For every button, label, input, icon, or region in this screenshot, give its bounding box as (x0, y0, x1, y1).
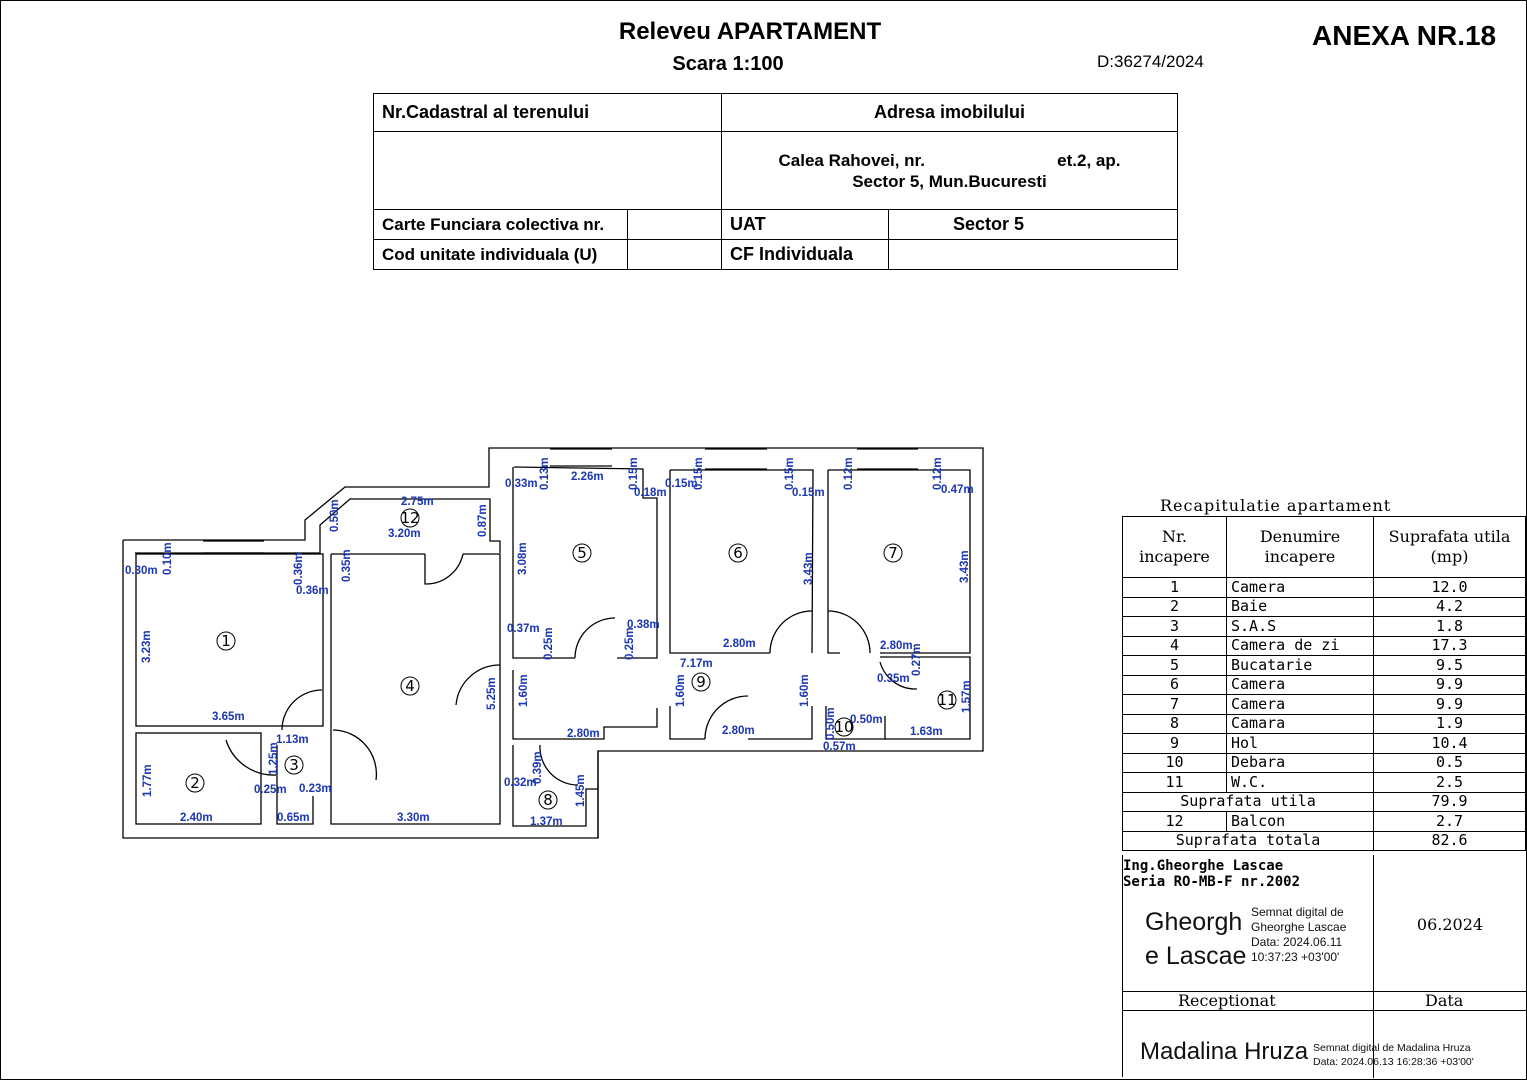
dimension-label: 2.75m (401, 496, 434, 508)
engineer-signature-line-2: e Lascae (1145, 942, 1247, 970)
survey-date: 06.2024 (1416, 915, 1484, 934)
dimension-label: 1.63m (910, 726, 943, 738)
recap-cell-area: 1.9 (1374, 714, 1526, 734)
document-number: D:36274/2024 (1097, 52, 1204, 71)
engineer-series: Seria RO-MB-F nr.2002 (1123, 874, 1301, 890)
dimension-label: 3.30m (397, 812, 430, 824)
dimension-label: 3.65m (212, 711, 245, 723)
recap-cell-nr: 1 (1123, 578, 1227, 598)
recap-cell-name: Camera (1227, 675, 1374, 695)
dimension-label: 1.45m (575, 774, 587, 807)
cf-individual-label: CF Individuala (722, 240, 889, 270)
dimension-label: 0.15m (784, 457, 796, 490)
recap-cell-area: 0.5 (1374, 753, 1526, 773)
dimension-label: 3.08m (517, 542, 529, 575)
scale-label: Scara 1:100 (672, 53, 784, 75)
recap-row (1123, 753, 1526, 773)
dimension-label: 0.25m (254, 784, 287, 796)
dimension-label: 0.13m (539, 457, 551, 490)
uat-value: Sector 5 (889, 210, 1178, 240)
room-number: 9 (696, 673, 706, 691)
recap-cell-name: Camera de zi (1227, 636, 1374, 656)
dimension-label: 0.10m (162, 542, 174, 575)
receiver-digital-stamp (1313, 1041, 1474, 1069)
recap-cell-name: W.C. (1227, 773, 1374, 793)
engineer-digital-line-3: Data: 2024.06.11 (1251, 935, 1343, 949)
dimension-label: 0.47m (941, 484, 974, 496)
recap-cell-name: Camara (1227, 714, 1374, 734)
recap-cell-nr: 11 (1123, 773, 1227, 793)
room-number: 6 (733, 544, 743, 562)
dimension-label: 5.25m (486, 677, 498, 710)
dimension-label: 0.15m (665, 478, 698, 490)
recap-cell-nr: 4 (1123, 636, 1227, 656)
annex-label: ANEXA NR.18 (1312, 20, 1497, 51)
recap-cell-area: 9.9 (1374, 695, 1526, 715)
dimension-label: 3.43m (803, 552, 815, 585)
recap-table (1122, 516, 1526, 851)
dimension-label: 0.36m (296, 585, 329, 597)
dimension-label: 2.80m (723, 638, 756, 650)
recap-cell-name: Camera (1227, 578, 1374, 598)
balcony-nr: 12 (1123, 812, 1227, 832)
recap-cell-nr: 8 (1123, 714, 1227, 734)
recap-rows (1123, 578, 1526, 793)
dimension-label: 0.25m (624, 627, 636, 660)
recap-row (1123, 597, 1526, 617)
recap-cell-area: 9.5 (1374, 656, 1526, 676)
total-area-label: Suprafata totala (1123, 831, 1374, 851)
recap-cell-area: 10.4 (1374, 734, 1526, 754)
recap-cell-name: Debara (1227, 753, 1374, 773)
recap-title: Recapitulatie apartament (1160, 496, 1392, 515)
dimension-label: 0.30m (125, 565, 158, 577)
col-nr-header: Nr. incapere (1123, 517, 1227, 578)
dimension-label: 0.27m (911, 643, 923, 676)
dimension-label: 0.25m (543, 627, 555, 660)
dimension-label: 0.35m (341, 549, 353, 582)
dimension-label: 0.50m (850, 714, 883, 726)
useful-area-value: 79.9 (1374, 792, 1526, 812)
room-number: 10 (834, 718, 854, 736)
dimension-label: 0.12m (932, 457, 944, 490)
recap-cell-area: 1.8 (1374, 617, 1526, 637)
col-name-header: Denumire incapere (1227, 517, 1374, 578)
dimension-label: 3.43m (959, 550, 971, 583)
dimension-label: 0.12m (843, 457, 855, 490)
recap-cell-area: 9.9 (1374, 675, 1526, 695)
recap-cell-name: Hol (1227, 734, 1374, 754)
dimension-label: 1.13m (276, 734, 309, 746)
room-number: 3 (289, 756, 299, 774)
room-number: 8 (543, 791, 553, 809)
recap-cell-name: Baie (1227, 597, 1374, 617)
recap-cell-area: 2.5 (1374, 773, 1526, 793)
balcony-area: 2.7 (1374, 812, 1526, 832)
dimension-label: 0.37m (507, 623, 540, 635)
engineer-signature-line-1: Gheorgh (1145, 908, 1243, 936)
engineer-digital-stamp (1251, 905, 1346, 965)
address-line-2: Sector 5, Mun.Bucuresti (852, 171, 1047, 191)
total-area-value: 82.6 (1374, 831, 1526, 851)
dimension-label: 2.40m (180, 812, 213, 824)
recap-row (1123, 773, 1526, 793)
receiver-digital-line-1: Semnat digital de Madalina Hruza (1313, 1042, 1471, 1054)
dimension-label: 1.60m (799, 674, 811, 707)
dimension-label: 0.18m (634, 487, 667, 499)
recap-cell-nr: 3 (1123, 617, 1227, 637)
recap-row (1123, 695, 1526, 715)
recap-row (1123, 734, 1526, 754)
dimension-label: 7.17m (680, 658, 713, 670)
recap-row (1123, 636, 1526, 656)
unit-code-label: Cod unitate individuala (U) (374, 240, 722, 270)
dimension-label: 0.23m (299, 783, 332, 795)
engineer-credentials (1123, 858, 1300, 890)
dimension-label: 0.87m (477, 504, 489, 537)
receiver-signature: Madalina Hruza (1140, 1038, 1309, 1065)
address-label: Adresa imobilului (722, 94, 1178, 132)
dimension-label: 3.20m (388, 528, 421, 540)
dimension-label: 2.80m (722, 725, 755, 737)
dimension-label: 0.32m (504, 777, 537, 789)
dimension-label: 0.15m (693, 457, 705, 490)
dimension-label: 0.38m (627, 619, 660, 631)
recap-cell-nr: 7 (1123, 695, 1227, 715)
engineer-digital-line-4: 10:37:23 +03'00' (1251, 950, 1340, 964)
page-title: Releveu APARTAMENT (618, 18, 882, 45)
dimension-label: 0.50m (825, 707, 837, 740)
dimension-label: 1.77m (142, 764, 154, 797)
room-number: 1 (221, 632, 231, 650)
recap-cell-name: Bucatarie (1227, 656, 1374, 676)
dimension-label: 0.15m (628, 457, 640, 490)
col-area-header: Suprafata utila (mp) (1374, 517, 1526, 578)
dimension-label: 0.65m (277, 812, 310, 824)
recap-cell-nr: 5 (1123, 656, 1227, 676)
room-number: 5 (577, 544, 587, 562)
dimension-label: 0.35m (877, 673, 910, 685)
dimension-label: 1.25m (268, 742, 280, 775)
recap-cell-area: 17.3 (1374, 636, 1526, 656)
recap-row (1123, 675, 1526, 695)
recap-row (1123, 714, 1526, 734)
balcony-name: Balcon (1227, 812, 1374, 832)
dimension-label: 1.60m (518, 674, 530, 707)
recap-cell-nr: 10 (1123, 753, 1227, 773)
room-number: 2 (190, 774, 200, 792)
dimension-label: 2.80m (880, 640, 913, 652)
cadastral-label: Nr.Cadastral al terenului (374, 94, 722, 132)
dimension-label: 0.50m (329, 499, 341, 532)
recap-cell-name: S.A.S (1227, 617, 1374, 637)
received-label: Receptionat (1178, 991, 1276, 1010)
recap-row (1123, 578, 1526, 598)
recap-cell-name: Camera (1227, 695, 1374, 715)
recap-cell-area: 12.0 (1374, 578, 1526, 598)
address-line-1: Calea Rahovei, nr. et.2, ap. (778, 150, 1121, 170)
dimension-label: 0.33m (505, 478, 538, 490)
cf-collective-label: Carte Funciara colectiva nr. (374, 210, 722, 240)
room-number: 11 (937, 691, 957, 709)
recap-cell-nr: 9 (1123, 734, 1227, 754)
room-number: 12 (400, 509, 420, 527)
receiver-digital-line-2: Data: 2024.06.13 16:28:36 +03'00' (1313, 1056, 1474, 1068)
dimension-label: 0.15m (792, 487, 825, 499)
date-label: Data (1425, 991, 1464, 1010)
dimension-label: 1.57m (961, 680, 973, 713)
dimension-label: 1.37m (530, 816, 563, 828)
dimension-label: 0.39m (532, 751, 544, 784)
recap-row (1123, 617, 1526, 637)
recap-cell-nr: 2 (1123, 597, 1227, 617)
recap-cell-nr: 6 (1123, 675, 1227, 695)
dimension-label: 0.57m (823, 741, 856, 753)
dimension-label: 2.80m (567, 728, 600, 740)
uat-label: UAT (722, 210, 889, 240)
signature-hline-2 (1122, 1010, 1526, 1011)
engineer-digital-line-2: Gheorghe Lascae (1251, 920, 1347, 934)
useful-area-label: Suprafata utila (1123, 792, 1374, 812)
recap-cell-area: 4.2 (1374, 597, 1526, 617)
dimension-label: 2.26m (571, 471, 604, 483)
room-number: 4 (405, 677, 415, 695)
dimension-label: 0.36m (293, 552, 305, 585)
dimension-label: 3.23m (141, 630, 153, 663)
engineer-name: Ing.Gheorghe Lascae (1123, 858, 1284, 874)
engineer-digital-line-1: Semnat digital de (1251, 905, 1344, 919)
room-number: 7 (888, 544, 898, 562)
engineer-signature (1145, 905, 1246, 973)
dimension-label: 1.60m (675, 674, 687, 707)
recap-row (1123, 656, 1526, 676)
